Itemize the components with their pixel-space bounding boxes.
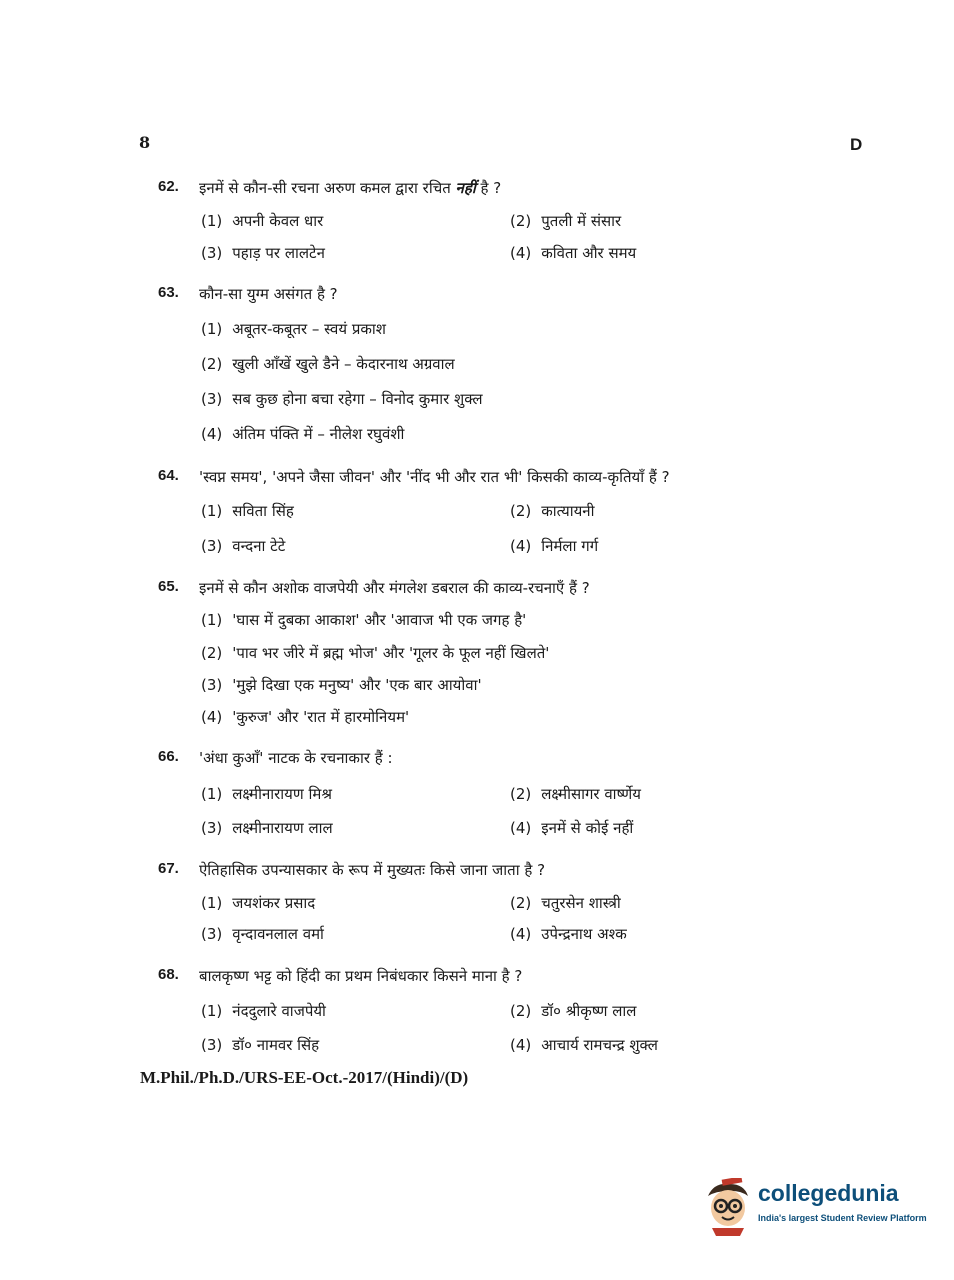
question-number: 68.	[158, 966, 179, 983]
option: (4) कविता और समय	[510, 244, 637, 262]
question-text: ऐतिहासिक उपन्यासकार के रूप में मुख्यतः किसे जाना जाता है ?	[199, 861, 546, 879]
question-text: कौन-सा युग्म असंगत है ?	[199, 285, 338, 303]
option: (1) अपनी केवल धार	[201, 212, 324, 230]
option: (3) डॉ० नामवर सिंह	[201, 1036, 320, 1054]
option: (4) अंतिम पंक्ति में – नीलेश रघुवंशी	[201, 425, 405, 443]
option: (4) आचार्य रामचन्द्र शुक्ल	[510, 1036, 658, 1054]
question-number: 67.	[158, 860, 179, 877]
question-text: बालकृष्ण भट्ट को हिंदी का प्रथम निबंधकार किसने माना है ?	[199, 967, 523, 985]
option: (3) लक्ष्मीनारायण लाल	[201, 819, 333, 837]
option: (3) पहाड़ पर लालटेन	[201, 244, 325, 262]
option: (1) जयशंकर प्रसाद	[201, 894, 316, 912]
option: (2) चतुरसेन शास्त्री	[510, 894, 621, 912]
set-code: D	[850, 135, 863, 154]
emphasis-text: नहीं	[455, 179, 476, 197]
option: (3) 'मुझे दिखा एक मनुष्य' और 'एक बार आयोवा'	[201, 676, 482, 694]
option: (4) 'कुरुज' और 'रात में हारमोनियम'	[201, 708, 410, 726]
question-number: 65.	[158, 578, 179, 595]
option: (2) डॉ० श्रीकृष्ण लाल	[510, 1002, 637, 1020]
question-number: 66.	[158, 748, 179, 765]
option: (2) खुली आँखें खुले डैने – केदारनाथ अग्रवाल	[201, 355, 455, 373]
option: (1) अबूतर-कबूतर – स्वयं प्रकाश	[201, 320, 386, 338]
question-text: 'अंधा कुआँ' नाटक के रचनाकार हैं :	[199, 749, 393, 767]
option: (2) लक्ष्मीसागर वार्ष्णेय	[510, 785, 641, 803]
option: (1) लक्ष्मीनारायण मिश्र	[201, 785, 332, 803]
option: (2) कात्यायनी	[510, 502, 595, 520]
collegedunia-logo	[700, 1178, 930, 1238]
option: (4) इनमें से कोई नहीं	[510, 819, 634, 837]
question-text: 'स्वप्न समय', 'अपने जैसा जीवन' और 'नींद भी और रात भी' किसकी काव्य-कृतियाँ हैं ?	[199, 468, 670, 486]
logo-tagline: India's largest Student Review Platform	[758, 1213, 927, 1223]
question-number: 64.	[158, 467, 179, 484]
page-number: 8	[139, 133, 151, 152]
option: (4) निर्मला गर्ग	[510, 537, 599, 555]
option: (2) 'पाव भर जीरे में ब्रह्म भोज' और 'गूलर के फूल नहीं खिलते'	[201, 644, 550, 662]
option: (3) सब कुछ होना बचा रहेगा – विनोद कुमार शुक्ल	[201, 390, 483, 408]
option: (1) सविता सिंह	[201, 502, 294, 520]
question-number: 63.	[158, 284, 179, 301]
student-mascot-icon	[700, 1178, 756, 1236]
option: (2) पुतली में संसार	[510, 212, 622, 230]
option: (3) वृन्दावनलाल वर्मा	[201, 925, 324, 943]
logo-wordmark: collegedunia	[758, 1180, 899, 1206]
paper-code-footer: M.Phil./Ph.D./URS-EE-Oct.-2017/(Hindi)/(D)	[140, 1068, 469, 1087]
question-text: इनमें से कौन-सी रचना अरुण कमल द्वारा रचित नहीं है ?	[199, 179, 502, 197]
option: (3) वन्दना टेटे	[201, 537, 286, 555]
option: (1) नंददुलारे वाजपेयी	[201, 1002, 326, 1020]
option: (4) उपेन्द्रनाथ अश्क	[510, 925, 627, 943]
question-number: 62.	[158, 178, 179, 195]
question-text: इनमें से कौन अशोक वाजपेयी और मंगलेश डबराल की काव्य-रचनाएँ हैं ?	[199, 579, 590, 597]
option: (1) 'घास में दुबका आकाश' और 'आवाज भी एक जगह है'	[201, 611, 527, 629]
